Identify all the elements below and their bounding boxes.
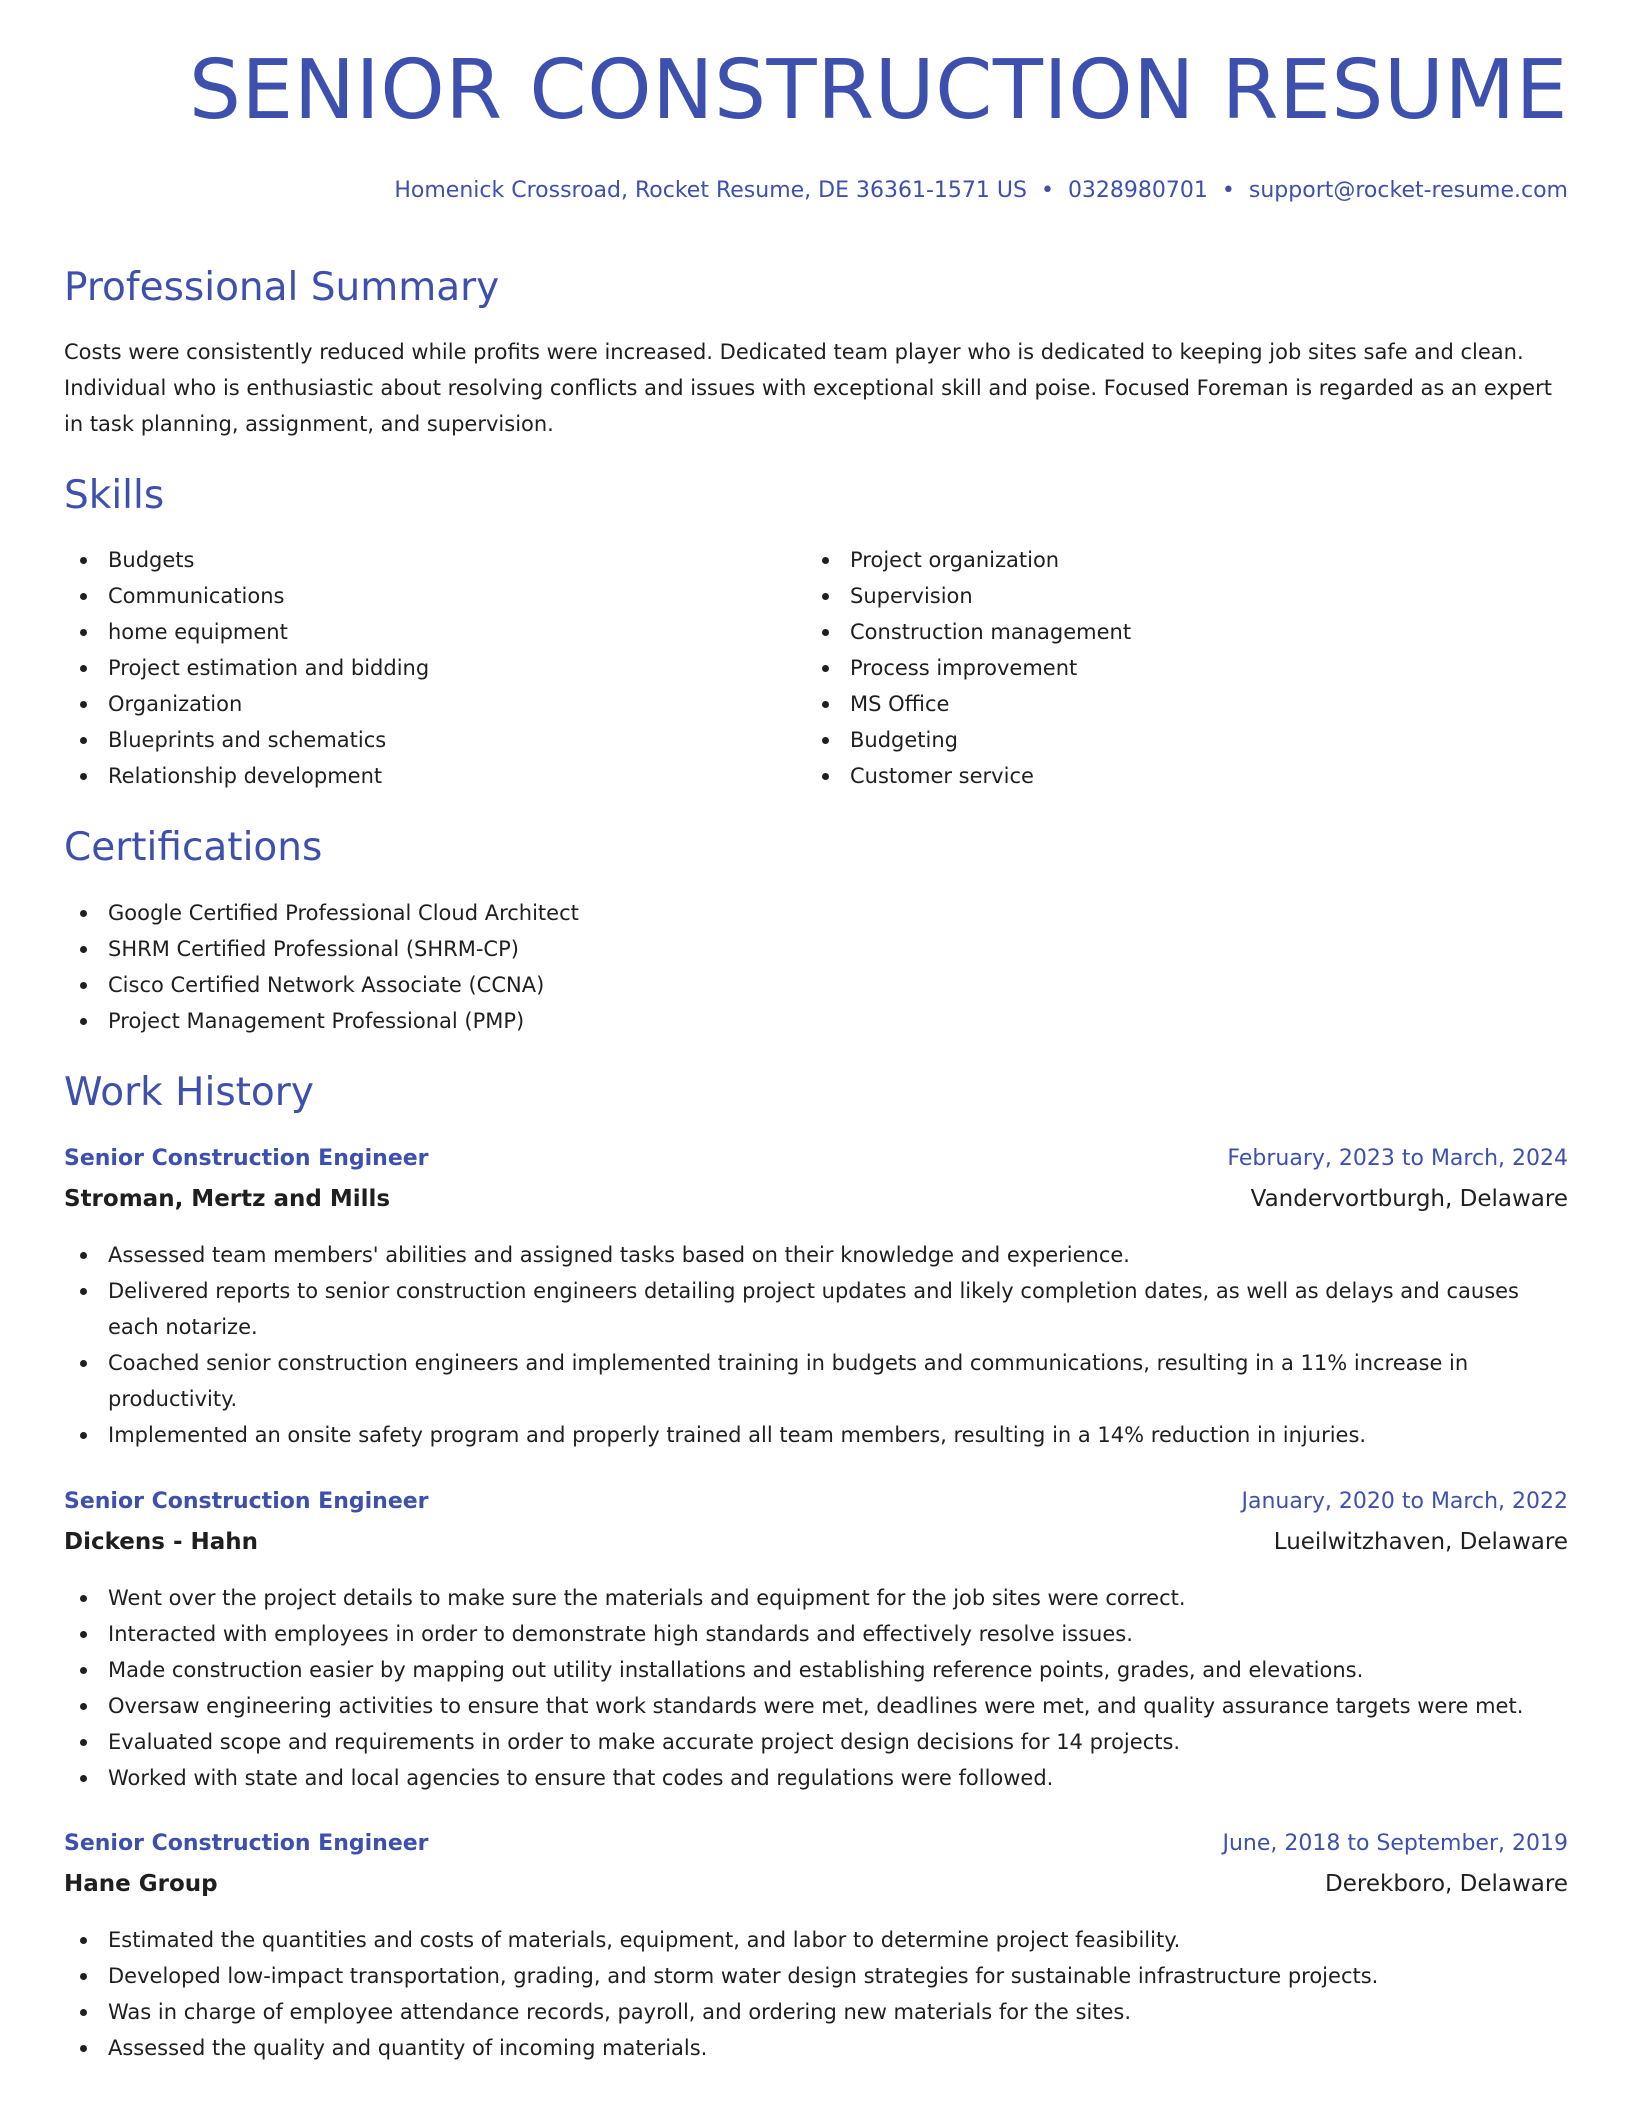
job-bullet: Went over the project details to make sure the materials and equipment for the job sites were correct. (64, 1580, 1568, 1616)
job-bullet: Developed low-impact transportation, grading, and storm water design strategies for sustainable infrastructure projects. (64, 1958, 1568, 1994)
skills-heading: Skills (64, 473, 165, 518)
certifications-heading: Certifications (64, 825, 323, 870)
skill-item: Blueprints and schematics (64, 722, 764, 758)
contact-separator: • (1221, 178, 1235, 203)
skills-list-left (64, 542, 764, 794)
skill-item: Project organization (806, 542, 1506, 578)
job-dates: June, 2018 to September, 2019 (1222, 1831, 1568, 1856)
skill-item: Organization (64, 686, 764, 722)
contact-email[interactable]: support@rocket-resume.com (1248, 178, 1568, 203)
job-dates: February, 2023 to March, 2024 (1227, 1146, 1568, 1171)
certification-item: SHRM Certified Professional (SHRM-CP) (64, 931, 579, 967)
job-entry (64, 1489, 1568, 1796)
job-bullet: Interacted with employees in order to demonstrate high standards and effectively resolve issues. (64, 1616, 1568, 1652)
summary-text: Costs were consistently reduced while profits were increased. Dedicated team player who is dedicated to keeping job sites safe and clean. Individual who is enthusiastic about resolving conflicts and issues with exceptional skill and poise. Focused Foreman is regarded as an expert in task planning, assignment, and supervision. (64, 340, 1552, 436)
job-location: Derekboro, Delaware (1325, 1871, 1568, 1897)
job-bullet: Assessed the quality and quantity of incoming materials. (64, 2030, 1568, 2066)
resume-title: SENIOR CONSTRUCTION RESUME (188, 43, 1568, 138)
job-bullet: Coached senior construction engineers and implemented training in budgets and communications, resulting in a 11% increase in productivity. (64, 1345, 1568, 1417)
skill-item: Communications (64, 578, 764, 614)
contact-line (394, 180, 1568, 202)
skill-item: Customer service (806, 758, 1506, 794)
job-title: Senior Construction Engineer (64, 1831, 429, 1856)
certifications-list (64, 895, 579, 1039)
job-entry (64, 1831, 1568, 2066)
work-history-heading: Work History (64, 1070, 314, 1115)
job-bullet: Estimated the quantities and costs of materials, equipment, and labor to determine project feasibility. (64, 1922, 1568, 1958)
certification-item: Google Certified Professional Cloud Architect (64, 895, 579, 931)
job-bullet: Oversaw engineering activities to ensure that work standards were met, deadlines were met, and quality assurance targets were met. (64, 1688, 1568, 1724)
job-bullet: Worked with state and local agencies to ensure that codes and regulations were followed. (64, 1760, 1568, 1796)
contact-address: Homenick Crossroad, Rocket Resume, DE 36361-1571 US (394, 178, 1027, 203)
job-bullets (64, 1922, 1568, 2066)
job-title: Senior Construction Engineer (64, 1489, 429, 1514)
job-bullets (64, 1237, 1568, 1453)
certification-item: Project Management Professional (PMP) (64, 1003, 579, 1039)
summary-heading: Professional Summary (64, 265, 500, 310)
job-company: Dickens - Hahn (64, 1529, 259, 1555)
job-location: Lueilwitzhaven, Delaware (1273, 1529, 1568, 1555)
skill-item: home equipment (64, 614, 764, 650)
skill-item: Supervision (806, 578, 1506, 614)
contact-separator: • (1040, 178, 1054, 203)
skill-item: Budgeting (806, 722, 1506, 758)
skill-item: Relationship development (64, 758, 764, 794)
job-bullet: Was in charge of employee attendance records, payroll, and ordering new materials for the sites. (64, 1994, 1568, 2030)
job-bullet: Assessed team members' abilities and assigned tasks based on their knowledge and experience. (64, 1237, 1568, 1273)
contact-phone: 0328980701 (1067, 178, 1208, 203)
skill-item: Construction management (806, 614, 1506, 650)
job-bullet: Delivered reports to senior construction engineers detailing project updates and likely completion dates, as well as delays and causes each notarize. (64, 1273, 1568, 1345)
job-company: Stroman, Mertz and Mills (64, 1186, 391, 1212)
job-entry (64, 1146, 1568, 1453)
job-dates: January, 2020 to March, 2022 (1241, 1489, 1568, 1514)
certification-item: Cisco Certified Network Associate (CCNA) (64, 967, 579, 1003)
job-location: Vandervortburgh, Delaware (1250, 1186, 1568, 1212)
skill-item: MS Office (806, 686, 1506, 722)
job-bullet: Made construction easier by mapping out utility installations and establishing reference points, grades, and elevations. (64, 1652, 1568, 1688)
job-bullets (64, 1580, 1568, 1796)
job-title: Senior Construction Engineer (64, 1146, 429, 1171)
skill-item: Process improvement (806, 650, 1506, 686)
job-company: Hane Group (64, 1871, 218, 1897)
skill-item: Project estimation and bidding (64, 650, 764, 686)
skills-list-right (806, 542, 1506, 794)
job-bullet: Implemented an onsite safety program and properly trained all team members, resulting in a 14% reduction in injuries. (64, 1417, 1568, 1453)
skill-item: Budgets (64, 542, 764, 578)
job-bullet: Evaluated scope and requirements in order to make accurate project design decisions for 14 projects. (64, 1724, 1568, 1760)
